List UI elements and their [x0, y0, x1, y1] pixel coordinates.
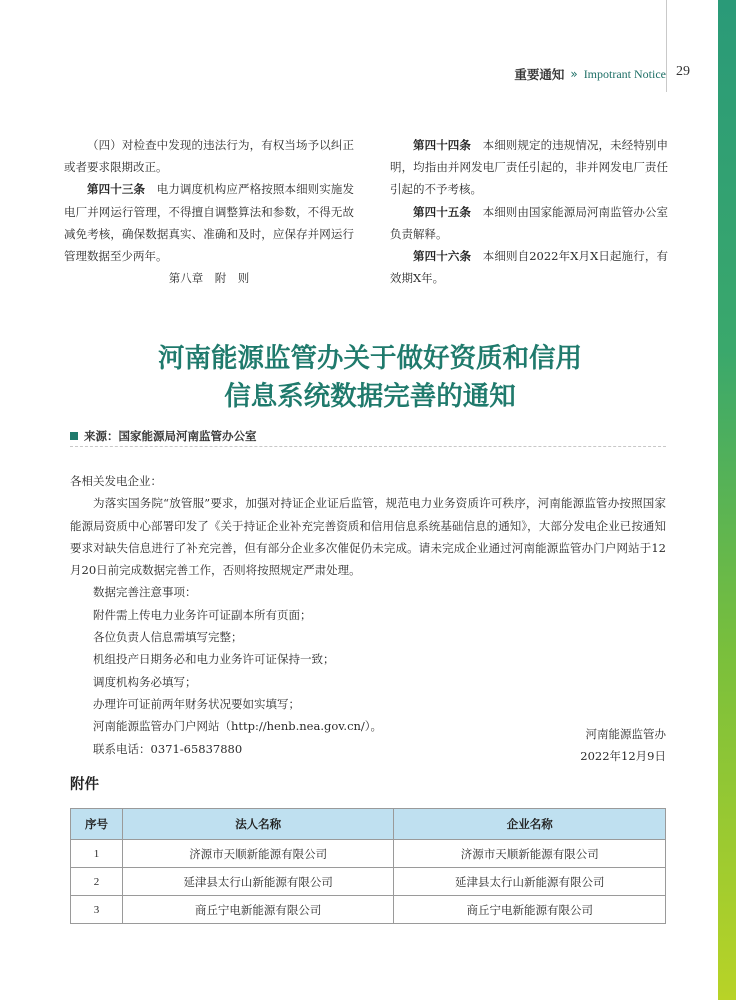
attachment-table	[70, 808, 666, 924]
article-number: 第四十三条	[87, 182, 146, 197]
cell-index: 3	[71, 896, 123, 924]
cell-company-name: 延津县太行山新能源有限公司	[394, 868, 666, 896]
notice-body	[70, 470, 666, 760]
article-text: 电力调度机构应严格按照本细则实施发电厂并网运行管理，不得擅自调整算法和参数，不得无故减免考核，确保数据真实、准确和及时，应保存并网运行管理数据至少两年。	[64, 182, 355, 264]
cell-company-name: 商丘宁电新能源有限公司	[394, 896, 666, 924]
paragraph: （四）对检查中发现的违法行为，有权当场予以纠正或者要求限期改正。	[64, 138, 354, 175]
left-column	[64, 134, 354, 289]
article-number: 第四十四条	[413, 138, 471, 152]
double-chevron-icon: »	[570, 67, 578, 81]
table-row	[71, 896, 666, 924]
cell-legal-name: 济源市天顺新能源有限公司	[122, 840, 394, 868]
article-number: 第四十六条	[413, 249, 472, 264]
running-header	[514, 64, 666, 84]
notice-title-line1: 河南能源监管办关于做好资质和信用	[158, 343, 582, 374]
signature-date: 2022年12月9日	[580, 749, 666, 763]
cell-legal-name: 商丘宁电新能源有限公司	[122, 896, 394, 924]
column-header-company-name: 企业名称	[394, 809, 666, 840]
dashed-divider	[70, 446, 666, 447]
cell-index: 2	[71, 868, 123, 896]
paragraph	[64, 178, 354, 267]
list-item: 数据完善注意事项：	[93, 585, 197, 600]
table-header-row	[71, 809, 666, 840]
article-text: 本细则由国家能源局河南监管办公室负责解释。	[390, 204, 669, 241]
list-item: 联系电话：0371-65837880	[93, 741, 243, 756]
article-text: 本细则自2022年X月X日起施行，有效期X年。	[390, 249, 669, 286]
column-header-legal-name: 法人名称	[122, 809, 394, 840]
list-item: 附件需上传电力业务许可证副本所有页面；	[93, 607, 312, 622]
cell-legal-name: 延津县太行山新能源有限公司	[122, 868, 394, 896]
right-column	[390, 134, 668, 289]
table-row	[71, 868, 666, 896]
square-bullet-icon	[70, 432, 78, 440]
article-number: 第四十五条	[413, 204, 471, 219]
paragraph	[390, 134, 668, 201]
notice-title-line2: 信息系统数据完善的通知	[224, 381, 516, 412]
section-title-en: Impotrant Notice	[583, 66, 666, 81]
cell-company-name: 济源市天顺新能源有限公司	[394, 840, 666, 868]
body-paragraph: 为落实国务院“放管服”要求，加强对持证企业证后监管，规范电力业务资质许可秩序，河南能源监管办按照国家能源局资质中心部署印发了《关于持证企业补充完善资质和信用信息系统基础信息的通知》，大部分发电企业已按通知要求对缺失信息进行了补充完善，但有部分企业多次催促仍未完成。请未完成企业通过河南能源监管办门户网站于12月20日前完成数据完善工作，否则将按照规定严肃处理。	[70, 496, 666, 578]
list-item: 河南能源监管办门户网站（http://henb.nea.gov.cn/）。	[93, 719, 383, 734]
header-divider	[666, 0, 667, 92]
list-item: 办理许可证前两年财务状况要如实填写；	[93, 696, 300, 711]
paragraph	[390, 245, 668, 289]
page-number: 29	[676, 64, 690, 79]
source-line	[70, 428, 257, 444]
salutation: 各相关发电企业：	[70, 474, 162, 488]
signature: 河南能源监管办	[585, 727, 666, 741]
list-item: 调度机构务必填写；	[93, 674, 197, 689]
section-title-cn: 重要通知	[514, 67, 565, 82]
list-item: 机组投产日期务必和电力业务许可证保持一致；	[93, 652, 335, 667]
paragraph	[390, 201, 668, 245]
chapter-heading: 第八章 附 则	[168, 271, 250, 286]
page-edge-color-bar	[718, 0, 736, 1000]
table-row	[71, 840, 666, 868]
attachment-heading: 附件	[70, 777, 99, 793]
column-header-index: 序号	[71, 809, 123, 840]
source-text: 来源：国家能源局河南监管办公室	[84, 429, 257, 443]
article-text: 本细则规定的违规情况，未经特别申明，均指由并网发电厂责任引起的，非并网发电厂责任引起的不予考核。	[390, 138, 669, 197]
list-item: 各位负责人信息需填写完整；	[93, 630, 243, 645]
cell-index: 1	[71, 840, 123, 868]
